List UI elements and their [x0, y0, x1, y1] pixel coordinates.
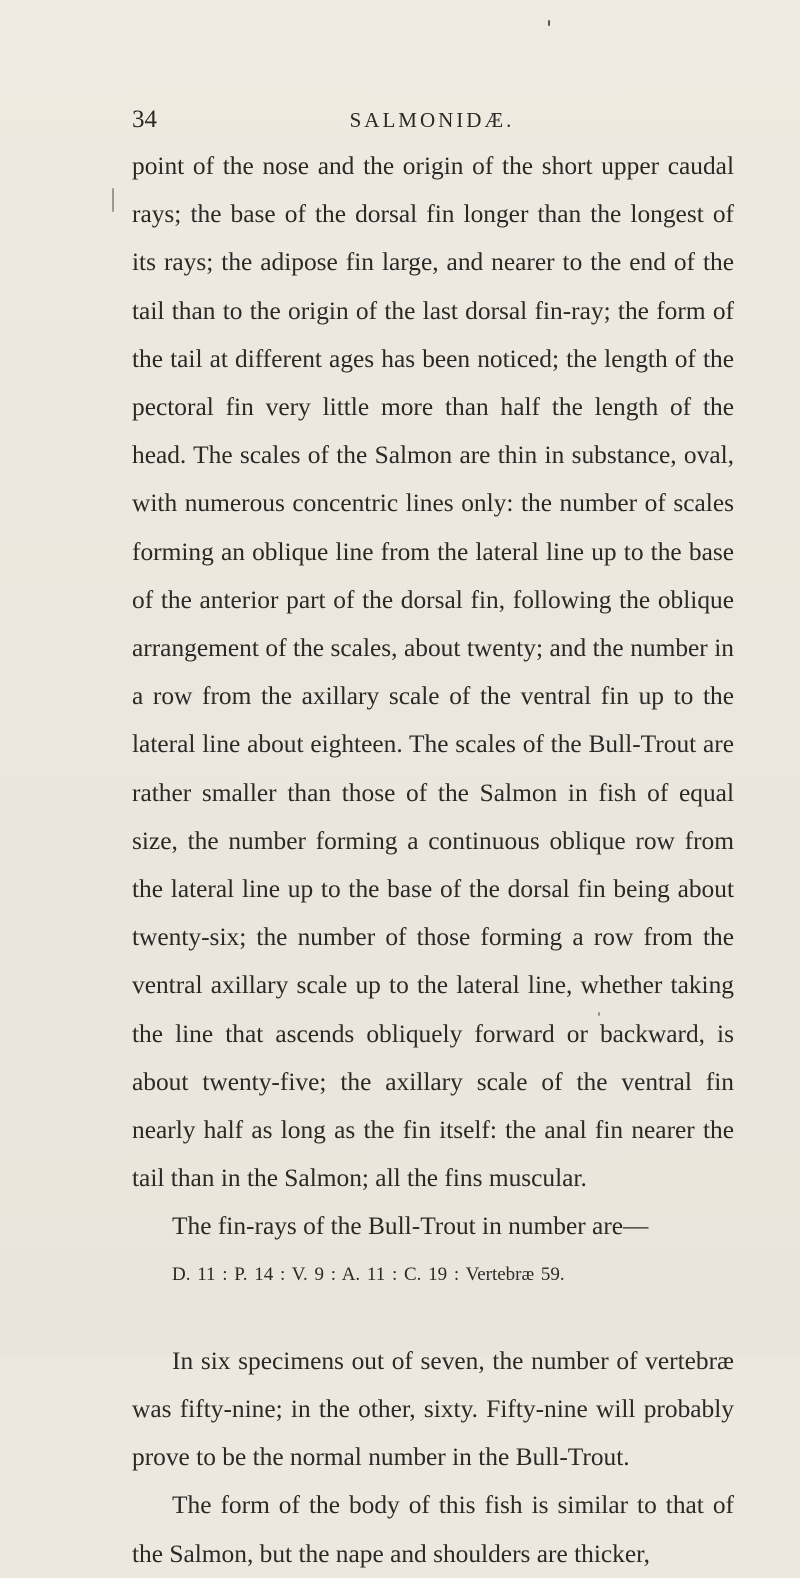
paragraph-scales: point of the nose and the origin of the short upper caudal rays; the base of the dorsal fin longer than the longest of its rays; the adipose fin large, and nearer to the end of the tail than to the origin of the last dorsal fin-ray; the form of the tail at different ages has been noticed; the length of the pectoral fin very little more than half the length of the head. The scales of the Salmon are thin in substance, oval, with numerous concentric lines only: the number of scales forming an oblique line from the lateral line up to the base of the anterior part of the dorsal fin, following the oblique arrangement of the scales, about twenty; and the number in a row from the axillary scale of the ventral fin up to the lateral line about eighteen. The scales of the Bull-Trout are rather smaller than those of the Salmon in fish of equal size, the number forming a continuous oblique row from the lateral line up to the base of the dorsal fin being about twenty-six; the number of those forming a row from the ventral axillary scale up to the lateral line, whether taking the line that ascends obliquely forward or backward, is about twenty-five; the axillary scale of the ventral fin nearly half as long as the fin itself: the anal fin nearer the tail than in the Salmon; all the fins muscular.: [132, 152, 734, 1193]
running-title: SALMONIDÆ.: [349, 108, 515, 132]
paragraph-body-form: The form of the body of this fish is similar to that of the Salmon, but the nape and shoulders are thicker,: [132, 1491, 734, 1568]
ink-mark-top: [548, 20, 550, 26]
fin-ray-formula: D. 11 : P. 14 : V. 9 : A. 11 : C. 19 : Vertebræ 59.: [172, 1263, 565, 1285]
paragraph-vertebrae: In six specimens out of seven, the number of vertebræ was fifty-nine; in the other, sixty. Fifty-nine will probably prove to be the normal number in the Bull-Trout.: [132, 1346, 734, 1472]
body-text: [132, 142, 734, 1578]
page-header: [132, 104, 732, 136]
ink-mark-left: [112, 188, 114, 212]
page-number: 34: [132, 106, 157, 133]
spacer: [132, 1299, 734, 1337]
paragraph-fin-rays-intro: The fin-rays of the Bull-Trout in number are—: [172, 1212, 649, 1241]
